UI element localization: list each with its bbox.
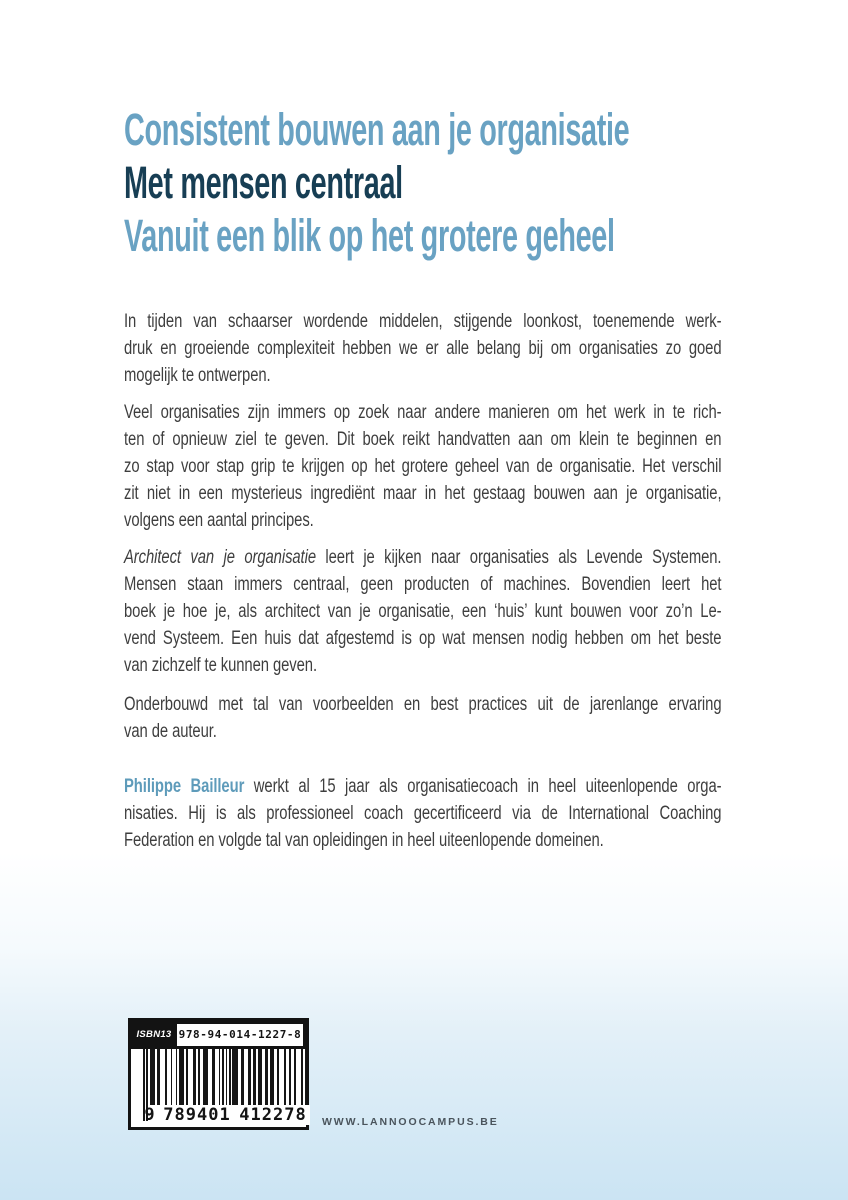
paragraph-context [124,399,721,534]
barcode-digits-right: 412278 [236,1105,310,1125]
text-line: Onderbouwd met tal van voorbeelden en best practices uit de jarenlange ervaring [124,694,722,715]
text-line: zo stap voor stap grip te krijgen op het grotere geheel van de organisatie. Het verschil [124,456,722,477]
text-line: van de auteur. [124,721,217,742]
text-line: nisaties. Hij is als professioneel coach gecertificeerd via de International Coaching [124,803,722,824]
paragraph-book-theme [124,544,721,679]
heading-line: Vanuit een blik op het grotere geheel [124,210,615,261]
isbn13-label: ISBN13 [136,1029,172,1040]
text-line: van zichzelf te kunnen geven. [124,655,318,676]
barcode-human-digits [143,1105,306,1125]
text-line: Philippe Bailleur werkt al 15 jaar als organisatiecoach in heel uiteenlopende orga- [124,776,722,797]
text-line: In tijden van schaarser wordende middelen, stijgende loonkost, toenemende werk- [124,311,722,332]
back-cover-copy [124,308,721,854]
paragraph-author-bio [124,773,721,854]
text-line: zit niet in een mysterieus ingrediënt maar in het gestaag bouwen aan je organisatie, [124,483,722,504]
text-line: boek je hoe je, als architect van je organisatie, een ‘huis’ kunt bouwen voor zo’n Le- [124,601,722,622]
text-line: volgens een aantal principes. [124,510,314,531]
isbn-barcode [128,1018,309,1130]
isbn-header [131,1021,306,1049]
text-line: Mensen staan immers centraal, geen producten of machines. Bovendien leert het [124,574,722,595]
barcode-digits-left: 789401 [163,1105,231,1125]
barcode-digit-first: 9 [144,1105,156,1125]
text-line: Architect van je organisatie leert je kijken naar organisaties als Levende Systemen. [124,547,722,568]
tagline-headings [124,103,848,262]
heading-line: Consistent bouwen aan je organisatie [124,104,630,155]
isbn-number: 978-94-014-1227-8 [177,1024,303,1046]
text-line: Federation en volgde tal van opleidingen in heel uiteenlopende domeinen. [124,830,604,851]
publisher-website: WWW.LANNOOCAMPUS.BE [322,1116,499,1128]
heading-line: Met mensen centraal [124,157,403,208]
paragraph-examples [124,691,721,745]
text-line: druk en groeiende complexiteit hebben we er alle belang bij om organisaties zo goed [124,338,722,359]
text-line: vend Systeem. Een huis dat afgestemd is op wat mensen nodig hebben om het beste [124,628,722,649]
text-line: ten of opnieuw ziel te geven. Dit boek reikt handvatten aan om klein te beginnen en [124,429,722,450]
paragraph-intro [124,308,721,389]
text-line: mogelijk te ontwerpen. [124,365,271,386]
text-line: Veel organisaties zijn immers op zoek naar andere manieren om het werk in te rich- [124,402,722,423]
